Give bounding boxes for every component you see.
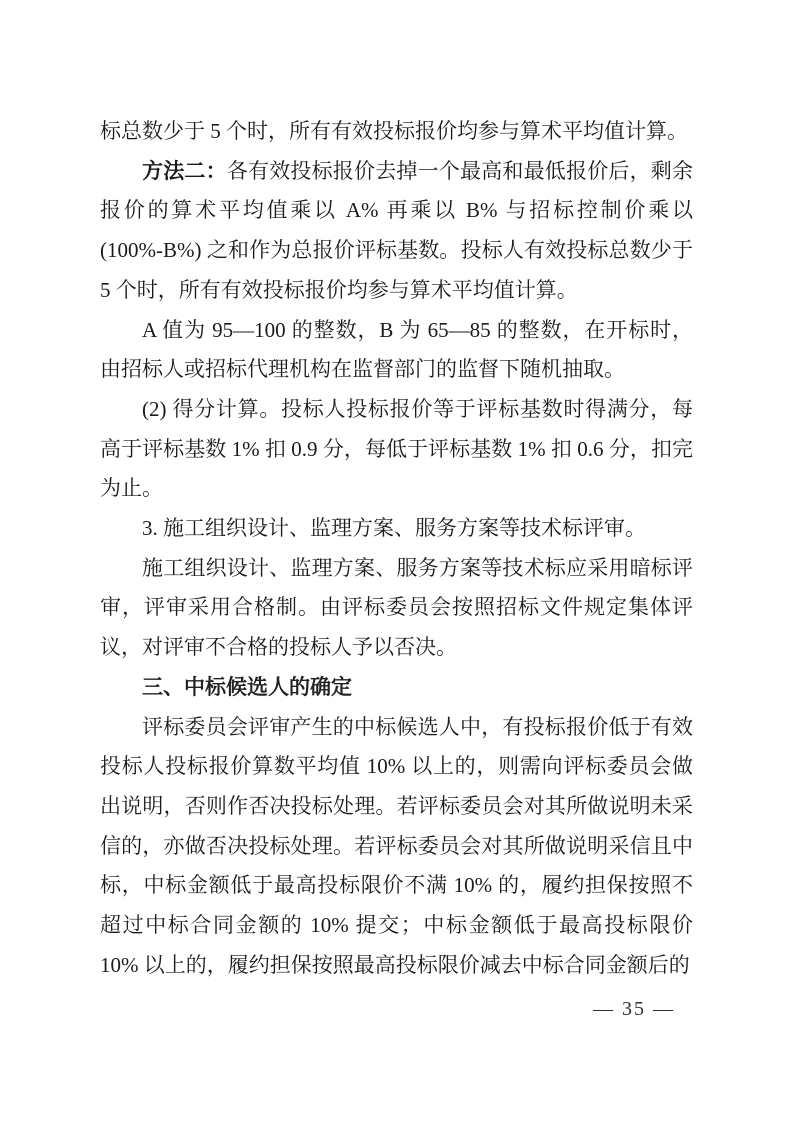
paragraph-ab-values: A 值为 95—100 的整数，B 为 65—85 的整数，在开标时，由招标人或招标代理机构在监督部门的监督下随机抽取。 — [100, 317, 693, 382]
paragraph-lead-bold: 方法二： — [142, 159, 227, 183]
paragraph-score-calculation: (2) 得分计算。投标人投标报价等于评标基数时得满分，每高于评标基数 1% 扣 0.9 分，每低于评标基数 1% 扣 0.6 分，扣完为止。 — [100, 396, 694, 501]
paragraph-continuation: 标总数少于 5 个时，所有有效投标报价均参与算术平均值计算。 — [100, 119, 688, 143]
paragraph-technical-review-title: 3. 施工组织设计、监理方案、服务方案等技术标评审。 — [142, 516, 646, 541]
paragraph-technical-review-body: 施工组织设计、监理方案、服务方案等技术标应采用暗标评审，评审采用合格制。由评标委员会按照招标文件规定集体评议，对评审不合格的投标人予以否决。 — [100, 555, 693, 660]
paragraph-method-two — [100, 152, 693, 311]
paragraph-winning-candidates-body: 评标委员会评审产生的中标候选人中，有投标报价低于有效投标人投标报价算数平均值 10% 以上的，则需向评标委员会做出说明，否则作否决投标处理。若评标委员会对其所做说明未采信的，亦做否决投标处理。若评标委员会对其所做说明采信且中标，中标金额低于最高投标限价不满 10% 的，履约担保按照不超过中标合同金额的 10% 提交；中标金额低于最高投标限价 10% 以上的，履约担保按照最高投标限价减去中标合同金额后的 — [100, 714, 693, 977]
paragraph-text: 各有效投标报价去掉一个最高和最低报价后，剩余报价的算术平均值乘以 A% 再乘以 B% 与招标控制价乘以 (100%-B%) 之和作为总报价评标基数。投标人有效投标总数少于 5 个时，所有有效投标报价均参与算术平均值计算。 — [100, 158, 694, 302]
document-body — [100, 112, 693, 985]
section-heading-winning-candidates: 三、中标候选人的确定 — [142, 675, 352, 699]
page-number: — 35 — — [593, 998, 675, 1020]
